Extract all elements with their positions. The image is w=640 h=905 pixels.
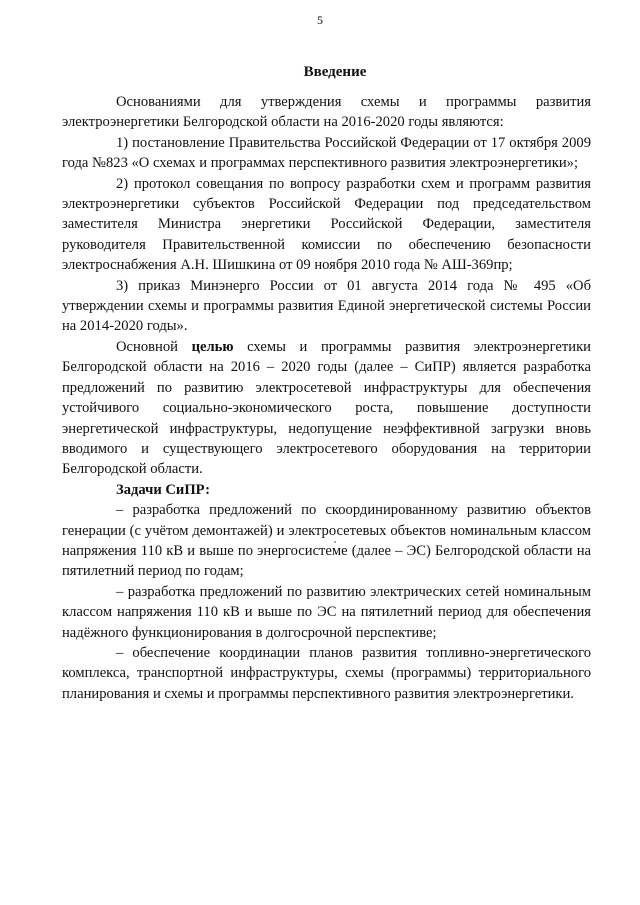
task-item-3: – обеспечение координации планов развития топливно-энергетического комплекса, транспортной инфраструктуры, схемы (программы) территориального планирования и схемы и программы перспективного развития электроэнергетики. bbox=[62, 644, 591, 702]
section-title: Введение bbox=[303, 64, 367, 80]
document-body bbox=[62, 92, 591, 704]
basis-item-1: 1) постановление Правительства Российской Федерации от 17 октября 2009 года №823 «О схемах и программах перспективного развития электроэнергетики»; bbox=[62, 134, 591, 172]
basis-item-3: 3) приказ Минэнерго России от 01 августа 2014 года № 495 «Об утверждении схемы и программы развития Единой энергетической системы России на 2014-2020 годы». bbox=[62, 277, 591, 335]
tasks-heading: Задачи СиПР: bbox=[116, 481, 210, 498]
goal-paragraph bbox=[62, 337, 591, 480]
task-item-2: – разработка предложений по развитию электрических сетей номинальным классом напряжения 110 кВ и выше по ЭС на пятилетний период для обеспечения надёжного функционирования в долгосрочной перспективе; bbox=[62, 583, 591, 641]
goal-emphasis: целью bbox=[191, 338, 234, 355]
page-number: 5 bbox=[317, 13, 323, 27]
goal-text-before: Основной bbox=[116, 338, 192, 355]
task-item-1: – разработка предложений по скоординированному развитию объектов генерации (с учётом демонтажей) и электросетевых объектов номинальным классом напряжения 110 кВ и выше по энергосистеме (далее – ЭС) Белгородской области на пятилетний период по годам; bbox=[62, 502, 591, 580]
basis-item-2: 2) протокол совещания по вопросу разработки схем и программ развития электроэнергетики субъектов Российской Федерации под председательством заместителя Министра энергетики Российской Федерации, заместителя руководителя Правительственной комиссии по обеспечению безопасности электроснабжения А.Н. Шишкина от 09 ноября 2010 года № АШ-369пр; bbox=[62, 175, 591, 274]
goal-text-after: схемы и программы развития электроэнергетики Белгородской области на 2016 – 2020 годы (далее – СиПР) является разработка предложений по развитию электросетевой инфраструктуры для обеспечения устойчивого социально-экономического роста, повышение доступности энергетической инфраструктуры, недопущение неэффективной загрузки вновь вводимого и существующего электросетевого оборудования на территории Белгородской области. bbox=[62, 338, 591, 478]
scan-artifact bbox=[334, 541, 336, 543]
intro-paragraph: Основаниями для утверждения схемы и программы развития электроэнергетики Белгородской области на 2016-2020 годы являются: bbox=[62, 94, 591, 131]
